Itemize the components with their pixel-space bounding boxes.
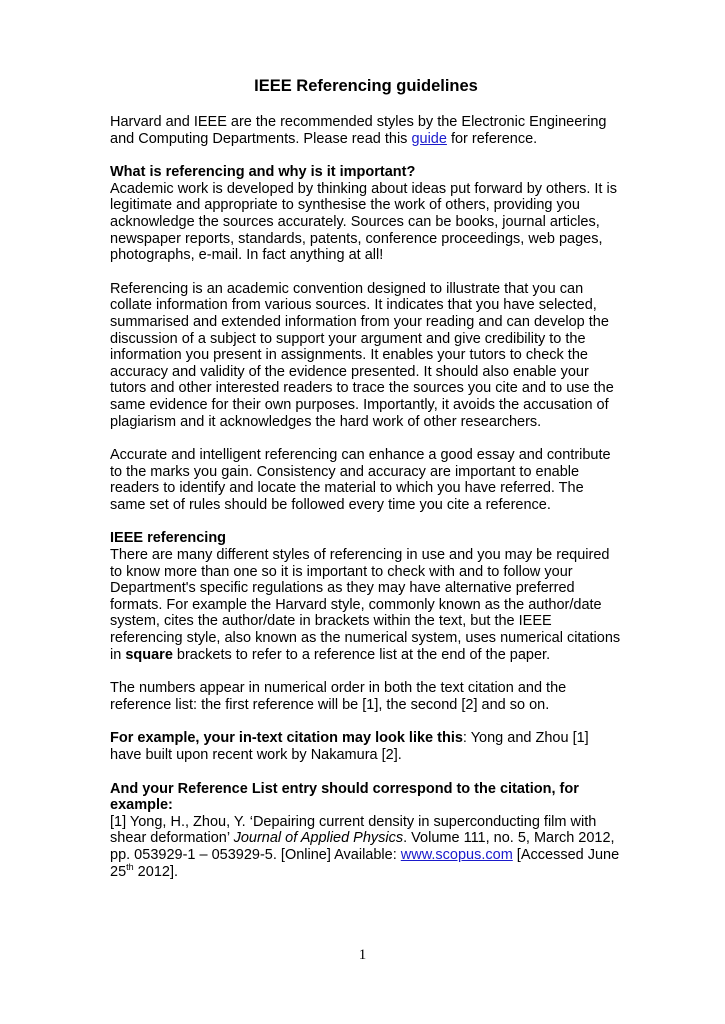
body-paragraph: The numbers appear in numerical order in both the text citation and the reference list: the first reference will be [1], the second [2] and so on. [110, 680, 567, 713]
guide-link[interactable]: guide [411, 130, 447, 147]
intro-text-end: for reference. [446, 130, 538, 147]
reference-journal: Journal of Applied Physics [233, 830, 404, 847]
bold-word-square: square [125, 646, 173, 663]
section-heading-ieee: IEEE referencing [110, 530, 227, 547]
intro-text: Harvard and IEEE are the recommended styles by the Electronic Engineering and Computing Departments. Please read this [110, 114, 607, 147]
reference-superscript: th [126, 861, 134, 872]
example-text: : Yong and Zhou [1] have built upon recent work by Nakamura [2]. [110, 730, 589, 763]
reference-text: [Accessed June 25 [110, 846, 620, 880]
section-referencing-why [110, 164, 622, 264]
page-number: 1 [358, 947, 367, 963]
body-paragraph: Academic work is developed by thinking about ideas put forward by others. It is legitimate and appropriate to synthesise the work of others, providing you acknowledge the sources accurately. Sources can be books, journal articles, newspaper reports, standards, patents, conference proceedings, web pages, photographs, e-mail. In fact anything at all! [110, 180, 617, 264]
example-label: For example, your in-text citation may look like this [110, 730, 463, 747]
reference-heading: And your Reference List entry should correspond to the citation, for example: [110, 780, 579, 814]
reference-text: 2012]. [133, 863, 178, 880]
intro-paragraph [110, 114, 622, 147]
reference-text: [1] Yong, H., Zhou, Y. ‘Depairing current density in superconducting film with shear deformation’ [110, 813, 597, 847]
body-paragraph: Accurate and intelligent referencing can enhance a good essay and contribute to the marks you gain. Consistency and accuracy are important to enable readers to identify and locate the material to which you have referred. The same set of rules should be followed every time you cite a reference. [110, 447, 611, 513]
reference-example [110, 781, 622, 881]
body-text: brackets to refer to a reference list at the end of the paper. [172, 646, 551, 663]
section-ieee-referencing [110, 530, 622, 663]
body-text: There are many different styles of referencing in use and you may be required to know more than one so it is important to check with and to follow your Department's specific regulations as they may have alternative preferred formats. For example the Harvard style, commonly known as the author/date system, cites the author/date in brackets within the text, but the IEEE referencing style, also known as the numerical system, uses numerical citations in [110, 547, 621, 663]
reference-text: . Volume 111, no. 5, March 2012, pp. 053929-1 – 053929-5. [Online] Available: [110, 830, 615, 863]
example-paragraph [110, 730, 622, 763]
body-paragraph: Referencing is an academic convention designed to illustrate that you can collate information from various sources. It indicates that you have selected, summarised and extended information from your reading and can develop the discussion of a subject to support your argument and give credibility to the information you present in assignments. It enables your tutors to check the accuracy and validity of the evidence presented. It should also enable your tutors and other interested readers to trace the sources you cite and to use the same evidence for their own purposes. Importantly, it avoids the accusation of plagiarism and it acknowledges the hard work of other researchers. [110, 280, 614, 430]
page-title: IEEE Referencing guidelines [254, 77, 478, 95]
section-heading-why: What is referencing and why is it important? [110, 164, 416, 181]
scopus-link[interactable]: www.scopus.com [400, 846, 513, 863]
document-page [110, 76, 622, 897]
